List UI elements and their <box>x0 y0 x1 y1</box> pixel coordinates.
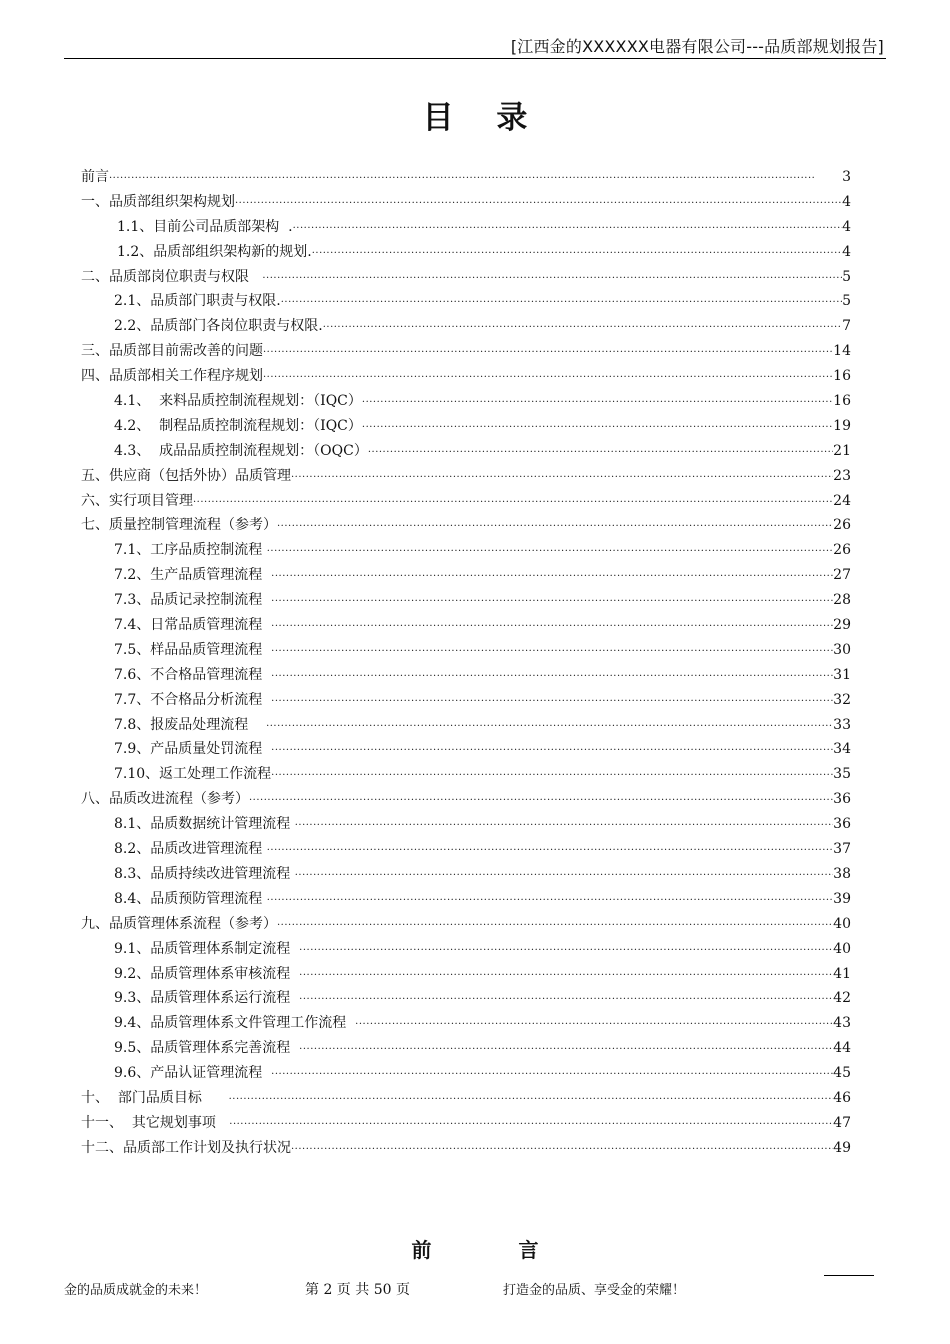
toc-entry-label: 四、品质部相关工作程序规划 <box>81 368 263 385</box>
toc-entry-label: 2.2、品质部门各岗位职责与权限. <box>114 318 323 335</box>
toc-entry-label: 2.1、品质部门职责与权限. <box>114 293 281 310</box>
toc-entry[interactable] <box>81 812 851 837</box>
footer-slogan-right: 打造金的品质、享受金的荣耀！ <box>503 1283 686 1298</box>
section-heading-preface: 前 言 <box>411 1238 579 1262</box>
toc-entry[interactable] <box>81 240 851 265</box>
toc-entry[interactable] <box>81 986 851 1011</box>
toc-entry[interactable] <box>81 713 851 738</box>
toc-leader-dots <box>368 441 833 466</box>
toc-leader-dots <box>249 789 833 814</box>
toc-leader-dots <box>299 988 833 1013</box>
toc-entry-label: 二、品质部岗位职责与权限 <box>81 268 263 285</box>
toc-leader-dots <box>271 739 833 764</box>
toc-entry[interactable] <box>81 737 851 762</box>
toc-entry-label: 一、品质部组织架构规划 <box>81 193 235 210</box>
toc-entry-page: 29 <box>833 617 851 634</box>
toc-entry-label: 9.6、产品认证管理流程 <box>114 1065 272 1082</box>
footer-page-number: 第 2 页 共 50 页 <box>305 1282 410 1298</box>
toc-leader-dots <box>277 914 833 939</box>
toc-entry-page: 33 <box>833 716 851 733</box>
toc-entry-label: 十二、品质部工作计划及执行状况 <box>81 1139 291 1156</box>
toc-title: 目 录 <box>422 100 544 136</box>
toc-entry-label: 七、质量控制管理流程（参考） <box>81 517 277 534</box>
toc-entry-label: 4.3、 成品品质控制流程规划：（OQC） <box>114 442 368 459</box>
toc-entry[interactable] <box>81 1086 851 1111</box>
toc-entry[interactable] <box>81 1036 851 1061</box>
toc-entry-label: 九、品质管理体系流程（参考） <box>81 915 277 932</box>
toc-entry[interactable] <box>81 613 851 638</box>
toc-entry-page: 7 <box>842 318 851 335</box>
toc-entry[interactable] <box>81 1061 851 1086</box>
toc-leader-dots <box>267 889 833 914</box>
toc-entry[interactable] <box>81 663 851 688</box>
toc-entry-label: 1.1、目前公司品质部架构 . <box>117 218 293 235</box>
toc-entry[interactable] <box>81 489 851 514</box>
toc-leader-dots <box>299 1038 833 1063</box>
toc-entry-page: 3 <box>842 169 851 185</box>
toc-entry-label: 8.2、品质改进管理流程 <box>114 841 267 858</box>
toc-entry[interactable] <box>81 688 851 713</box>
toc-entry-page: 4 <box>842 218 851 235</box>
toc-entry-page: 16 <box>833 368 851 385</box>
toc-leader-dots <box>271 640 833 665</box>
toc-entry-label: 8.1、品质数据统计管理流程 <box>114 816 295 833</box>
toc-leader-dots <box>271 1063 833 1088</box>
toc-entry-label: 9.5、品质管理体系完善流程 <box>114 1040 300 1057</box>
toc-entry-page: 5 <box>842 268 851 285</box>
toc-entry[interactable] <box>81 314 851 339</box>
toc-entry-label: 7.6、不合格品管理流程 <box>114 666 272 683</box>
toc-entry-label: 六、实行项目管理 <box>81 492 193 509</box>
toc-entry-page: 39 <box>833 890 851 907</box>
toc-entry-label: 7.3、品质记录控制流程 <box>114 592 272 609</box>
toc-leader-dots <box>299 964 833 989</box>
toc-entry-page: 45 <box>833 1065 851 1082</box>
toc-leader-dots <box>355 1013 833 1038</box>
toc-entry-label: 9.2、品质管理体系审核流程 <box>114 965 300 982</box>
toc-entry-page: 31 <box>833 666 851 683</box>
toc-entry-label: 十一、 其它规划事项 <box>81 1114 230 1131</box>
toc-entry[interactable] <box>81 837 851 862</box>
toc-leader-dots <box>263 341 833 366</box>
toc-leader-dots <box>271 615 833 640</box>
toc-entry-page: 43 <box>833 1015 851 1032</box>
toc-entry[interactable] <box>81 364 851 389</box>
toc-leader-dots <box>267 540 833 565</box>
toc-leader-dots <box>271 764 833 789</box>
toc-entry[interactable] <box>81 962 851 987</box>
toc-leader-dots <box>271 665 833 690</box>
toc-leader-dots <box>293 217 842 242</box>
toc-leader-dots <box>277 515 833 540</box>
toc-entry-page: 30 <box>833 641 851 658</box>
toc-entry[interactable] <box>81 289 851 314</box>
toc-entry-page: 41 <box>833 965 851 982</box>
toc-entry[interactable] <box>81 588 851 613</box>
toc-entry-page: 26 <box>833 517 851 534</box>
toc-leader-dots <box>362 416 833 441</box>
toc-entry[interactable] <box>81 1136 851 1161</box>
toc-entry-page: 32 <box>833 691 851 708</box>
toc-entry-page: 16 <box>833 393 851 410</box>
toc-entry-label: 1.2、品质部组织架构新的规划. <box>117 243 312 260</box>
toc-entry-page: 26 <box>833 542 851 559</box>
toc-entry-page: 47 <box>833 1114 851 1131</box>
footer-rule <box>824 1275 874 1276</box>
toc-leader-dots <box>193 491 833 516</box>
toc-entry[interactable] <box>81 912 851 937</box>
toc-entry-label: 8.4、品质预防管理流程 <box>114 890 267 907</box>
toc-leader-dots <box>235 192 842 217</box>
toc-entry-page: 21 <box>833 442 851 459</box>
toc-leader-dots <box>262 267 842 292</box>
toc-entry-page: 40 <box>833 940 851 957</box>
toc-entry-page: 44 <box>833 1040 851 1057</box>
toc-entry-page: 40 <box>833 915 851 932</box>
toc-leader-dots <box>267 839 833 864</box>
toc-entry-page: 36 <box>833 791 851 808</box>
toc-entry-page: 23 <box>833 467 851 484</box>
toc-leader-dots <box>299 939 833 964</box>
toc-leader-dots <box>271 690 833 715</box>
toc-entry-label: 前言 <box>81 169 109 185</box>
toc-entry-page: 28 <box>833 592 851 609</box>
toc-leader-dots <box>295 864 833 889</box>
toc-entry[interactable] <box>81 165 851 190</box>
toc-leader-dots <box>229 1113 833 1138</box>
toc-leader-dots <box>323 316 842 341</box>
toc-entry[interactable] <box>81 265 851 290</box>
toc-entry-page: 35 <box>833 766 851 783</box>
toc-entry-page: 27 <box>833 567 851 584</box>
toc-entry-label: 7.2、生产品质管理流程 <box>114 567 272 584</box>
toc-entry-label: 五、供应商（包括外协）品质管理 <box>81 467 291 484</box>
toc-entry[interactable] <box>81 538 851 563</box>
toc-entry[interactable] <box>81 190 851 215</box>
toc-entry[interactable] <box>81 787 851 812</box>
toc-entry-label: 9.4、品质管理体系文件管理工作流程 <box>114 1015 356 1032</box>
toc-entry-label: 4.2、 制程品质控制流程规划：（IQC） <box>114 417 362 434</box>
toc-entry[interactable] <box>81 513 851 538</box>
toc-entry-page: 34 <box>833 741 851 758</box>
toc-entry-label: 4.1、 来料品质控制流程规划：（IQC） <box>114 393 362 410</box>
toc-entry-page: 5 <box>842 293 851 310</box>
toc-entry-label: 三、品质部目前需改善的问题 <box>81 343 263 360</box>
toc-entry-label: 7.4、日常品质管理流程 <box>114 617 272 634</box>
toc-entry-label: 7.8、报废品处理流程 <box>114 716 267 733</box>
toc-entry-label: 7.10、返工处理工作流程 <box>114 766 272 783</box>
toc-entry-page: 37 <box>833 841 851 858</box>
table-of-contents <box>81 165 851 1161</box>
toc-entry[interactable] <box>81 215 851 240</box>
toc-leader-dots <box>291 466 833 491</box>
toc-entry-page: 38 <box>833 865 851 882</box>
toc-leader-dots <box>281 291 842 316</box>
toc-entry-page: 46 <box>833 1089 851 1106</box>
toc-entry-label: 7.5、样品品质管理流程 <box>114 641 272 658</box>
toc-entry-page: 4 <box>842 193 851 210</box>
toc-entry-label: 7.1、工序品质控制流程 <box>114 542 267 559</box>
toc-leader-dots <box>229 1088 834 1113</box>
toc-entry-label: 7.7、不合格品分析流程 <box>114 691 272 708</box>
toc-entry[interactable] <box>81 464 851 489</box>
toc-entry[interactable] <box>81 638 851 663</box>
toc-entry[interactable] <box>81 1011 851 1036</box>
toc-entry[interactable] <box>81 414 851 439</box>
toc-entry-page: 42 <box>833 990 851 1007</box>
toc-leader-dots <box>263 366 833 391</box>
toc-entry[interactable] <box>81 389 851 414</box>
toc-leader-dots <box>295 814 833 839</box>
toc-entry[interactable] <box>81 862 851 887</box>
toc-entry-label: 9.1、品质管理体系制定流程 <box>114 940 300 957</box>
toc-leader-dots <box>362 391 833 416</box>
toc-entry[interactable] <box>81 887 851 912</box>
toc-entry-page: 49 <box>833 1139 851 1156</box>
toc-entry[interactable] <box>81 563 851 588</box>
toc-leader-dots <box>312 242 842 267</box>
toc-leader-dots <box>291 1138 833 1163</box>
toc-leader-dots <box>271 590 833 615</box>
page-header: [江西金的XXXXXX电器有限公司---品质部规划报告] <box>510 37 884 56</box>
toc-leader-dots <box>266 715 833 740</box>
toc-entry[interactable] <box>81 937 851 962</box>
toc-leader-dots <box>271 565 833 590</box>
toc-entry-label: 9.3、品质管理体系运行流程 <box>114 990 300 1007</box>
toc-entry-label: 8.3、品质持续改进管理流程 <box>114 865 295 882</box>
toc-entry[interactable] <box>81 1111 851 1136</box>
footer-slogan-left: 金的品质成就金的未来！ <box>64 1283 208 1298</box>
toc-entry-page: 36 <box>833 816 851 833</box>
header-rule <box>64 58 886 59</box>
toc-entry-label: 十、 部门品质目标 <box>81 1089 229 1106</box>
toc-entry[interactable] <box>81 439 851 464</box>
toc-entry[interactable] <box>81 339 851 364</box>
toc-entry-label: 7.9、产品质量处罚流程 <box>114 741 272 758</box>
toc-entry-page: 19 <box>833 417 851 434</box>
toc-entry-label: 八、品质改进流程（参考） <box>81 791 249 808</box>
toc-leader-dots <box>109 167 842 192</box>
toc-entry[interactable] <box>81 762 851 787</box>
toc-entry-page: 14 <box>833 343 851 360</box>
toc-entry-page: 24 <box>833 492 851 509</box>
toc-entry-page: 4 <box>842 243 851 260</box>
